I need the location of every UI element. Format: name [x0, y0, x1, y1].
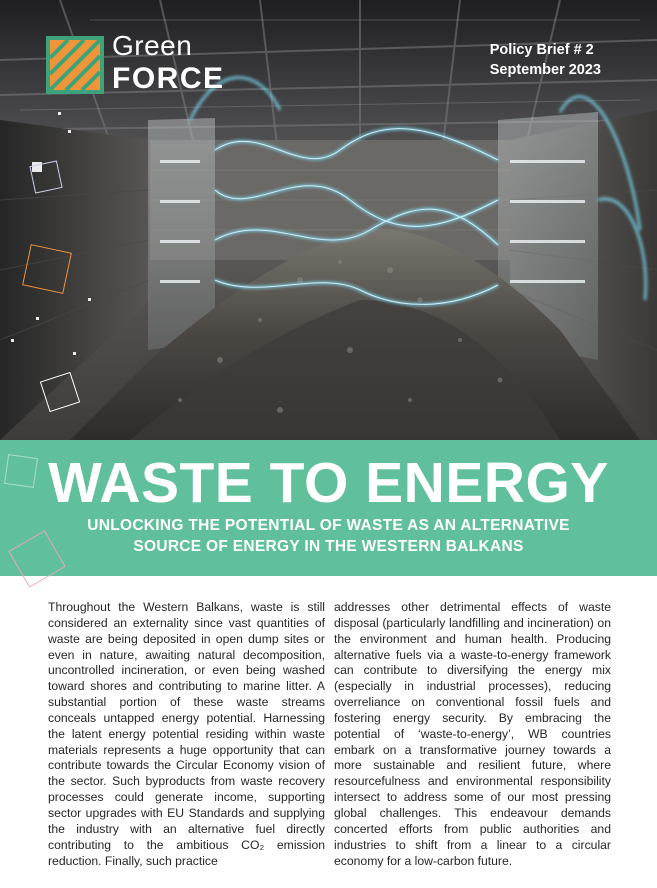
decorative-square-orange [22, 244, 72, 294]
greenforce-logo-icon [46, 36, 104, 94]
subtitle-line-2: SOURCE OF ENERGY IN THE WESTERN BALKANS [133, 538, 524, 555]
page-title: WASTE TO ENERGY [48, 451, 609, 515]
policy-brief-number: Policy Brief # 2 [489, 42, 594, 58]
page-subtitle [0, 515, 657, 557]
brand-name-line1: Green [112, 30, 193, 61]
policy-brief-date: September 2023 [489, 62, 601, 78]
subtitle-line-1: UNLOCKING THE POTENTIAL OF WASTE AS AN ALTERNATIVE [87, 517, 570, 534]
body-text-right-column: addresses other detrimental effects of waste disposal (particularly landfilling and incineration) on the environment and human health. Producing alternative fuels via a waste-to-energy framework can contribute to diversifying the energy mix (especially in industrial processes), reducing overreliance on conventional fossil fuels and fostering energy security. By embracing the potential of ‘waste-to-energy’, WB countries embark on a transformative journey towards a more sustainable and resilient future, where resourcefulness and environmental responsibility intersect to address some of our most pressing global challenges. This endeavour demands concerted efforts from public authorities and industries to shift from a linear to a circular economy for a low-carbon future. [334, 600, 611, 868]
decorative-square-white [29, 160, 62, 193]
brand-name-line2: FORCE [112, 62, 225, 95]
body-text-left-column: Throughout the Western Balkans, waste is still considered an externality since vast quantities of waste are being deposited in open dump sites or even in nature, awaiting natural decomposition, uncontrolled incineration, or even being washed toward shores and contributing to marine litter. A substantial portion of these waste streams conceals untapped energy potential. Harnessing the latent energy potential residing within waste materials represents a huge opportunity that can contribute towards the Circular Economy vision of the sector. Such byproducts from waste recovery processes could generate income, supporting sector upgrades with EU Standards and supplying the industry with an alternative fuel directly contributing to the ambitious CO₂ emission reduction. Finally, such practice [48, 600, 325, 868]
policy-brief-info [490, 40, 601, 80]
